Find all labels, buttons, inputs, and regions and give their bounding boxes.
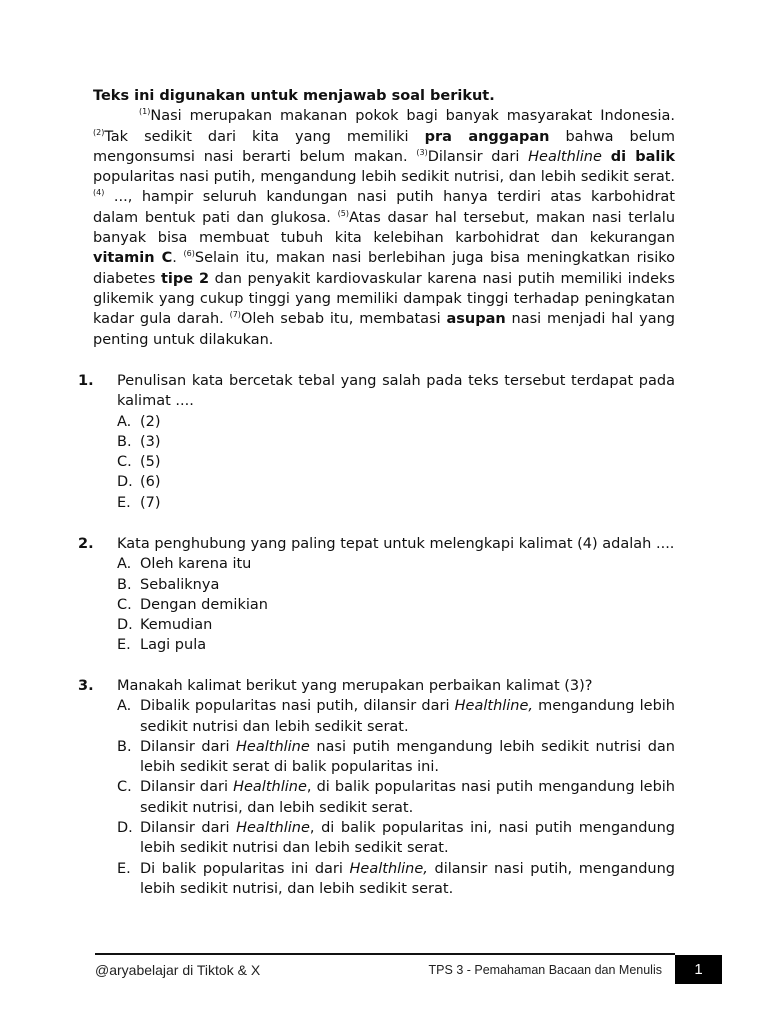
option-a[interactable] <box>117 554 675 574</box>
question-3 <box>78 676 675 899</box>
space <box>602 149 611 165</box>
sentence-2-part: bahwa belum mengonsumsi nasi berarti belum makan. <box>93 128 675 165</box>
footer-credit: @aryabelajar di Tiktok & X <box>95 962 261 978</box>
option-text-post: , di balik popularitas nasi putih mengandung lebih sedikit nutrisi, dan lebih sedikit serat. <box>140 779 676 816</box>
option-text-post: nasi putih mengandung lebih sedikit nutrisi dan lebih sedikit serat di balik popularitas ini. <box>140 738 675 776</box>
italic-source: Healthline, <box>454 698 534 715</box>
sentence-5-part: . <box>172 250 177 267</box>
question-2 <box>78 534 675 656</box>
italic-source: Healthline <box>236 820 310 837</box>
sentence-3-part: popularitas nasi putih, mengandung lebih sedikit nutrisi, dan lebih sedikit serat. <box>93 169 675 186</box>
option-text: Dengan demikian <box>140 596 268 613</box>
option-c[interactable] <box>117 777 675 818</box>
option-b[interactable] <box>117 432 675 452</box>
italic-source: Healthline <box>528 148 602 165</box>
question-stem: Manakah kalimat berikut yang merupakan perbaikan kalimat (3)? <box>117 678 593 694</box>
option-d[interactable] <box>117 615 675 635</box>
option-letter: E. <box>117 494 131 511</box>
option-d[interactable] <box>117 818 675 859</box>
sentence-number: (4) <box>93 188 105 198</box>
page-number: 1 <box>675 955 722 984</box>
bold-word: vitamin C <box>93 250 173 267</box>
option-letter: A. <box>117 556 132 573</box>
option-letter: E. <box>117 637 131 654</box>
question-number: 2. <box>78 536 94 552</box>
italic-source: Healthline <box>233 779 307 796</box>
option-text-pre: Di balik popularitas ini dari <box>140 860 350 877</box>
option-letter: C. <box>117 596 132 613</box>
answer-options <box>117 554 675 655</box>
question-number: 1. <box>78 373 94 389</box>
sentence-2-part: Tak sedikit dari kita yang memiliki <box>104 128 425 145</box>
option-e[interactable] <box>117 635 675 655</box>
answer-options <box>117 412 675 513</box>
sentence-7-part: nasi menjadi hal yang penting untuk dilakukan. <box>93 311 676 348</box>
option-letter: A. <box>117 698 132 715</box>
option-letter: D. <box>117 474 133 491</box>
option-letter: C. <box>117 454 132 471</box>
option-text: (2) <box>140 413 161 430</box>
passage-body <box>93 106 675 350</box>
option-letter: A. <box>117 413 132 430</box>
option-text-pre: Dilansir dari <box>140 820 237 837</box>
option-text-post: , di balik popularitas ini, nasi putih mengandung lebih sedikit nutrisi dan lebih sedikit serat. <box>140 820 676 857</box>
option-text-post: dilansir nasi putih, mengandung lebih sedikit nutrisi, dan lebih sedikit serat. <box>140 860 676 897</box>
question-1 <box>78 371 675 513</box>
option-letter: C. <box>117 779 132 796</box>
sentence-1: Nasi merupakan makanan pokok bagi banyak masyarakat Indonesia. <box>150 108 675 125</box>
sentence-4: ..., hampir seluruh kandungan nasi putih hanya terdiri atas karbohidrat dalam bentuk pati dan glukosa. <box>93 189 675 226</box>
option-text-post: mengandung lebih sedikit nutrisi dan lebih sedikit serat. <box>140 698 675 735</box>
answer-options <box>117 696 675 899</box>
option-text: (6) <box>140 474 161 491</box>
bold-word: tipe 2 <box>160 270 210 287</box>
option-text: Oleh karena itu <box>140 556 252 573</box>
bold-word: pra anggapan <box>424 128 550 145</box>
option-a[interactable] <box>117 696 675 737</box>
option-text-pre: Dilansir dari <box>140 779 234 796</box>
option-b[interactable] <box>117 575 675 595</box>
option-a[interactable] <box>117 412 675 432</box>
sentence-number: (1) <box>139 107 151 117</box>
option-text-pre: Dilansir dari <box>140 738 237 755</box>
footer-divider <box>95 953 675 955</box>
italic-source: Healthline, <box>349 860 428 877</box>
option-letter: E. <box>117 860 131 877</box>
sentence-6-part: Selain itu, makan nasi berlebihan juga bisa meningkatkan risiko diabetes <box>93 250 676 287</box>
question-stem: Penulisan kata bercetak tebal yang salah pada teks tersebut terdapat pada kalimat .... <box>117 373 675 410</box>
bold-word: asupan <box>446 311 506 328</box>
option-c[interactable] <box>117 595 675 615</box>
sentence-3-part: Dilansir dari <box>427 148 529 165</box>
reading-passage <box>93 86 675 350</box>
option-letter: D. <box>117 617 133 634</box>
sentence-6-part: dan penyakit kardiovaskular karena nasi putih memiliki indeks glikemik yang cukup tinggi yang memiliki dampak tinggi terhadap peningkatan kadar gula darah. <box>93 270 675 328</box>
question-stem: Kata penghubung yang paling tepat untuk melengkapi kalimat (4) adalah .... <box>117 536 675 552</box>
sentence-number: (6) <box>183 249 195 259</box>
option-b[interactable] <box>117 737 675 778</box>
sentence-7-part: Oleh sebab itu, membatasi <box>240 311 447 328</box>
option-text: (5) <box>140 454 161 471</box>
option-text: (7) <box>140 494 161 511</box>
sentence-number: (7) <box>229 310 241 320</box>
option-text-pre: Dibalik popularitas nasi putih, dilansir dari <box>140 698 455 715</box>
sentence-number: (3) <box>416 147 428 157</box>
option-text: (3) <box>140 433 161 450</box>
question-number: 3. <box>78 678 94 694</box>
sentence-number: (2) <box>93 127 105 137</box>
option-text: Lagi pula <box>140 637 207 654</box>
option-letter: B. <box>117 576 132 593</box>
option-text: Sebaliknya <box>140 576 220 593</box>
option-e[interactable] <box>117 493 675 513</box>
option-letter: B. <box>117 433 132 450</box>
option-d[interactable] <box>117 472 675 492</box>
option-text: Kemudian <box>140 617 213 634</box>
sentence-5-part: Atas dasar hal tersebut, makan nasi terlalu banyak bisa membuat tubuh kita kelebihan karbohidrat dan kekurangan <box>93 209 676 247</box>
passage-title: Teks ini digunakan untuk menjawab soal berikut. <box>93 88 495 104</box>
option-c[interactable] <box>117 452 675 472</box>
italic-source: Healthline <box>236 738 310 755</box>
option-letter: D. <box>117 820 133 837</box>
sentence-number: (5) <box>337 208 349 218</box>
option-e[interactable] <box>117 859 675 900</box>
footer-section-title: TPS 3 - Pemahaman Bacaan dan Menulis <box>428 963 662 977</box>
bold-word: di balik <box>610 148 675 165</box>
option-letter: B. <box>117 738 132 755</box>
